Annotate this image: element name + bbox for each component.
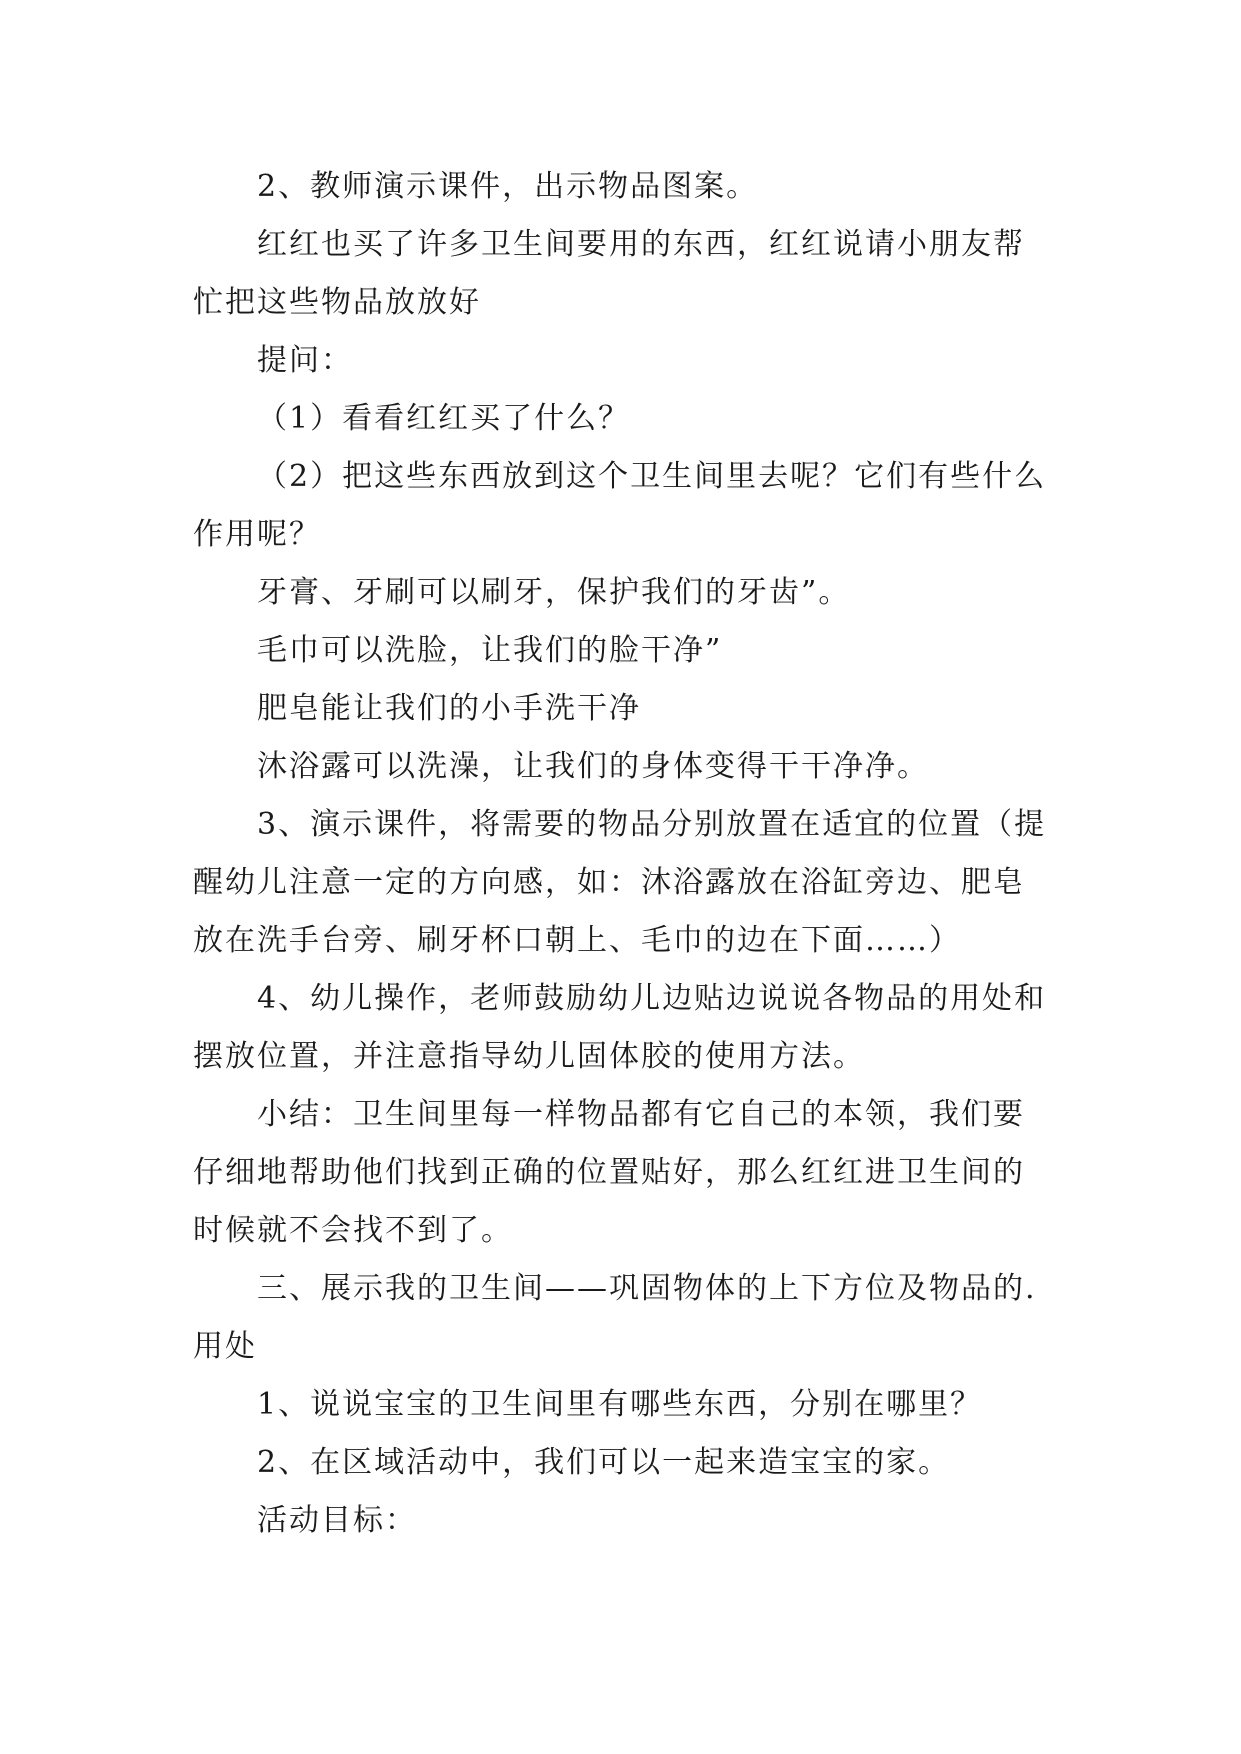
paragraph-step-3: 3、演示课件，将需要的物品分别放置在适宜的位置（提醒幼儿注意一定的方向感，如：沐浴露放在浴缸旁边、肥皂放在洗手台旁、刷牙杯口朝上、毛巾的边在下面……） (193, 807, 1047, 958)
paragraph-towel: 毛巾可以洗脸，让我们的脸干净” (257, 633, 723, 668)
paragraph-item-2: 2、在区域活动中，我们可以一起来造宝宝的家。 (257, 1445, 951, 1480)
paragraph-question-heading: 提问： (257, 343, 353, 378)
paragraph-activity-goals: 活动目标： (257, 1503, 417, 1538)
paragraph-item-1: 1、说说宝宝的卫生间里有哪些东西，分别在哪里？ (257, 1387, 983, 1422)
paragraph-soap: 肥皂能让我们的小手洗干净 (257, 691, 641, 726)
paragraph-hongHong-bought: 红红也买了许多卫生间要用的东西，红红说请小朋友帮忙把这些物品放放好 (193, 227, 1025, 320)
paragraph-body-wash: 沐浴露可以洗澡，让我们的身体变得干干净净。 (257, 749, 929, 784)
paragraph-step-2: 2、教师演示课件，出示物品图案。 (257, 169, 759, 204)
paragraph-section-3: 三、展示我的卫生间——巩固物体的上下方位及物品的.用处 (193, 1271, 1037, 1364)
paragraph-question-1: （1）看看红红买了什么？ (257, 401, 631, 436)
paragraph-step-4: 4、幼儿操作，老师鼓励幼儿边贴边说说各物品的用处和摆放位置，并注意指导幼儿固体胶的使用方法。 (193, 981, 1047, 1074)
paragraph-question-2: （2）把这些东西放到这个卫生间里去呢？它们有些什么作用呢？ (193, 459, 1047, 552)
paragraph-toothpaste: 牙膏、牙刷可以刷牙，保护我们的牙齿”。 (257, 575, 851, 610)
document-body (193, 158, 1053, 1550)
paragraph-summary: 小结：卫生间里每一样物品都有它自己的本领，我们要仔细地帮助他们找到正确的位置贴好，那么红红进卫生间的时候就不会找不到了。 (193, 1097, 1025, 1248)
